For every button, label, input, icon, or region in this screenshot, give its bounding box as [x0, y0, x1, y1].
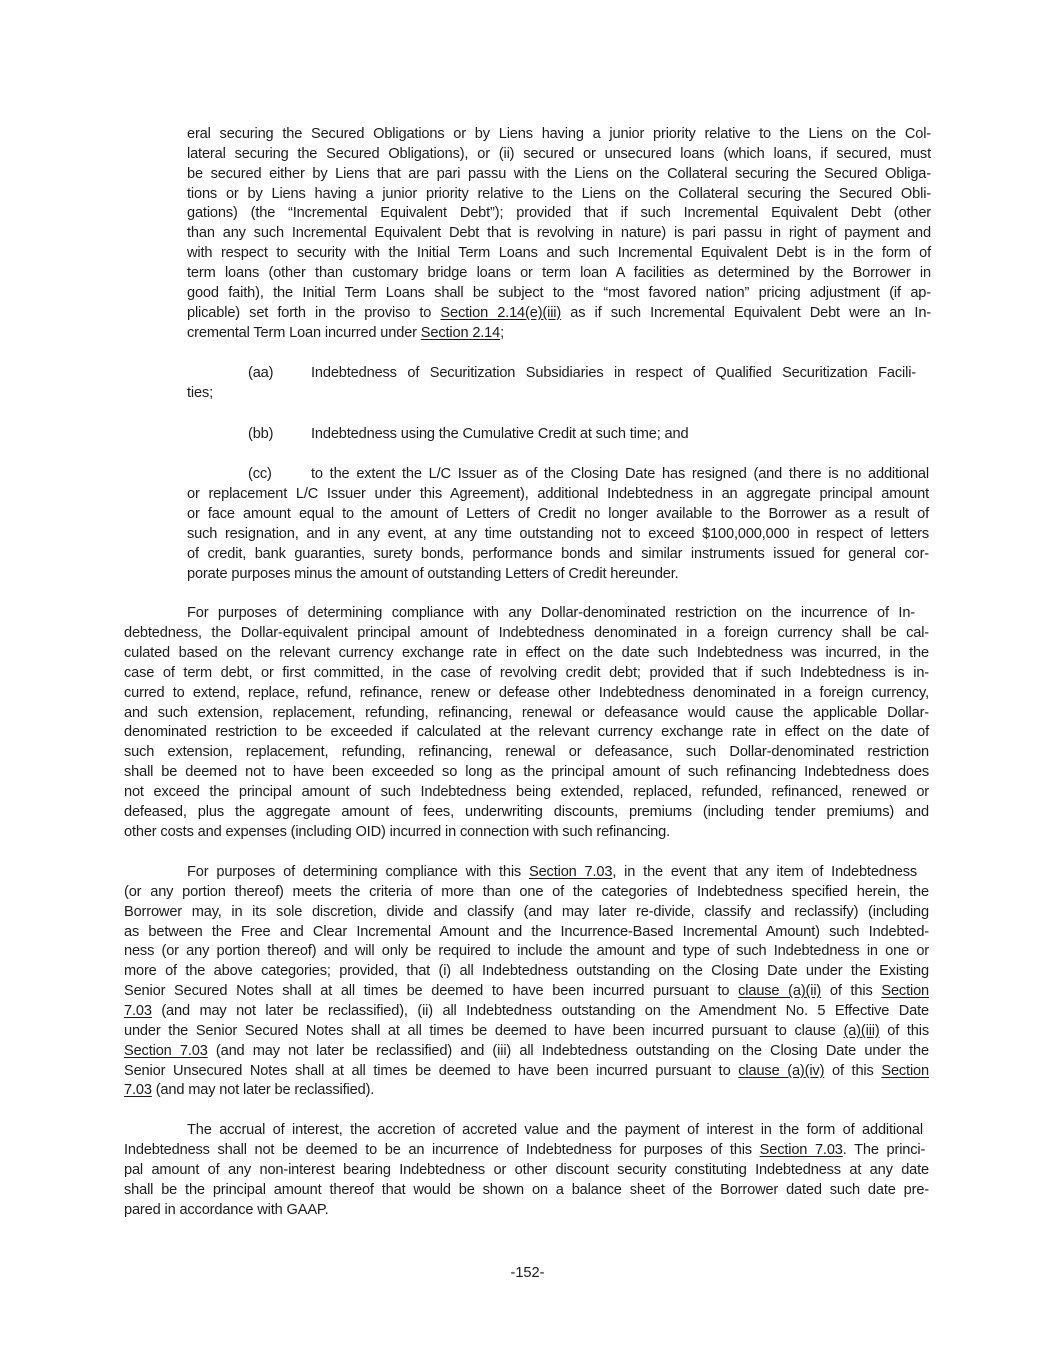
- text-run: Indebtedness of Securitization Subsidiaries in respect of Qualified Securitization Facili-: [311, 365, 916, 381]
- text-line: [124, 663, 929, 683]
- text-run: ness (or any portion thereof) and will only be required to include the amount and type of such Indebtedness in one or: [124, 943, 929, 960]
- text-line: [187, 243, 931, 263]
- section-reference: Section 7.03: [124, 1042, 208, 1059]
- text-run: culated based on the relevant currency exchange rate in effect on the date such Indebtedness was incurred, in the: [124, 644, 929, 661]
- text-run: under the Senior Secured Notes shall at all times be deemed to have been incurred pursuant to clause: [124, 1022, 844, 1039]
- text-line: [187, 323, 504, 343]
- text-line: [124, 961, 929, 981]
- text-line: [187, 1120, 923, 1140]
- text-run: plicable) set forth in the proviso to: [187, 304, 441, 321]
- text-run: term loans (other than customary bridge loans or term loan A facilities as determined by the Borrower in: [187, 264, 931, 281]
- text-run: For purposes of determining compliance with any Dollar-denominated restriction on the incurrence of In-: [187, 605, 915, 621]
- text-run: as if such Incremental Equivalent Debt were an In-: [561, 304, 931, 321]
- text-run: (and may not later be reclassified).: [151, 1082, 375, 1099]
- text-run: such extension, replacement, refunding, refinancing, renewal or defeasance, such Dollar-denominated restriction: [124, 744, 929, 761]
- text-line: [187, 283, 931, 303]
- text-line: [124, 882, 929, 902]
- text-run: as between the Free and Clear Incremental Amount and the Incurrence-Based Incremental Amount) such Indebted-: [124, 923, 929, 940]
- section-reference: Section 7.03: [529, 864, 613, 880]
- text-line: [124, 722, 929, 742]
- text-line: [187, 303, 931, 323]
- text-line: [187, 862, 917, 882]
- section-reference: clause (a)(ii): [738, 983, 822, 1000]
- text-line: [124, 802, 929, 822]
- text-run: be secured either by Liens that are pari passu with the Liens on the Collateral securing the Secured Obliga-: [187, 165, 931, 182]
- text-line: [124, 782, 929, 802]
- text-run: Borrower may, in its sole discretion, divide and classify (and may later re-divide, classify and reclassify) (including: [124, 903, 929, 920]
- text-line: [124, 1041, 929, 1061]
- text-run: (or any portion thereof) meets the criteria of more than one of the categories of Indebtedness specified herein, the: [124, 883, 929, 900]
- text-line: [187, 164, 931, 184]
- text-run: such resignation, and in any event, at any time outstanding not to exceed $100,000,000 in respect of letters: [187, 525, 929, 542]
- text-line: [124, 683, 929, 703]
- clause-label: (aa): [248, 365, 274, 381]
- text-line: [187, 544, 929, 564]
- text-run: tions or by Liens having a junior priority relative to the Liens on the Collateral securing the Secured Obli-: [187, 185, 931, 202]
- text-line: [311, 424, 688, 444]
- text-line: [124, 643, 929, 663]
- text-run: Senior Secured Notes shall at all times be deemed to have been incurred pursuant to: [124, 983, 739, 1000]
- text-line: [124, 922, 929, 942]
- text-run: other costs and expenses (including OID) incurred in connection with such refinancing.: [124, 823, 671, 840]
- text-line: [187, 124, 931, 144]
- text-line: [124, 822, 670, 842]
- text-run: curred to extend, replace, refund, refinance, renew or defease other Indebtedness denominated in a foreign currency,: [124, 684, 929, 701]
- text-run: to the extent the L/C Issuer as of the Closing Date has resigned (and there is no additional: [311, 466, 929, 482]
- text-line: [187, 524, 929, 544]
- text-run: debtedness, the Dollar-equivalent principal amount of Indebtedness denominated in a foreign currency shall be cal-: [124, 624, 929, 641]
- text-line: [187, 144, 931, 164]
- text-line: [124, 742, 929, 762]
- text-run: Indebtedness using the Cumulative Credit at such time; and: [311, 426, 689, 442]
- text-line: [124, 1180, 929, 1200]
- text-run: case of term debt, or first committed, in the case of revolving credit debt; provided that if such Indebtedness is in-: [124, 664, 929, 681]
- text-run: . The princi-: [842, 1142, 926, 1158]
- text-run: Senior Unsecured Notes shall at all times be deemed to have been incurred pursuant to: [124, 1062, 739, 1079]
- text-run: The accrual of interest, the accretion of accreted value and the payment of interest in the form of additional: [187, 1122, 923, 1138]
- text-run: or replacement L/C Issuer under this Agreement), additional Indebtedness in an aggregate principal amount: [187, 485, 929, 502]
- text-run: not exceed the principal amount of such Indebtedness being extended, replaced, refunded, refinanced, renewed or: [124, 784, 929, 801]
- text-line: [124, 1140, 925, 1160]
- text-run: shall be deemed not to have been exceeded so long as the principal amount of such refinancing Indebtedness does: [124, 764, 929, 781]
- text-line: [124, 981, 929, 1001]
- text-line: [187, 564, 679, 584]
- text-run: ties;: [187, 385, 214, 401]
- text-run: good faith), the Initial Term Loans shall be subject to the “most favored nation” pricing adjustment (if ap-: [187, 284, 931, 301]
- text-line: [124, 1200, 329, 1220]
- text-line: [124, 703, 929, 723]
- text-run: than any such Incremental Equivalent Debt that is revolving in nature) is pari passu in right of payment and: [187, 225, 931, 242]
- text-line: [187, 263, 931, 283]
- page-number: -152-: [510, 1265, 545, 1281]
- section-reference: Section 2.14(e)(iii): [440, 304, 562, 321]
- text-run: denominated restriction to be exceeded if calculated at the relevant currency exchange rate in effect on the date of: [124, 724, 929, 741]
- section-reference: (a)(iii): [843, 1022, 880, 1039]
- section-reference: Section 2.14: [420, 324, 501, 341]
- text-line: [187, 484, 929, 504]
- clause-label: (bb): [248, 426, 274, 442]
- text-line: [124, 762, 929, 782]
- section-reference: Section 7.03: [759, 1142, 843, 1158]
- text-line: [124, 941, 929, 961]
- text-run: (and may not later be reclassified), (ii) all Indebtedness outstanding on the Amendment No. 5 Effective Date: [151, 1002, 929, 1019]
- text-line: [187, 383, 213, 403]
- text-run: of this: [879, 1022, 930, 1039]
- text-run: with respect to security with the Initial Term Loans and such Incremental Equivalent Debt is in the form of: [187, 245, 931, 262]
- text-line: [311, 464, 929, 484]
- text-line: [187, 603, 915, 623]
- text-run: , in the event that any item of Indebtedness: [612, 864, 917, 880]
- text-run: cremental Term Loan incurred under: [187, 324, 421, 341]
- text-run: ;: [500, 324, 505, 341]
- text-run: lateral securing the Secured Obligations), or (ii) secured or unsecured loans (which loans, if secured, must: [187, 145, 931, 162]
- text-run: of credit, bank guaranties, surety bonds, performance bonds and similar instruments issued for general cor-: [187, 545, 929, 562]
- text-line: [187, 504, 929, 524]
- text-run: shall be the principal amount thereof that would be shown on a balance sheet of the Borrower dated such date pre-: [124, 1182, 929, 1198]
- text-line: [187, 203, 931, 223]
- section-reference: clause (a)(iv): [738, 1062, 825, 1079]
- text-run: of this: [824, 1062, 882, 1079]
- text-run: porate purposes minus the amount of outstanding Letters of Credit hereunder.: [187, 565, 679, 582]
- text-line: [124, 623, 929, 643]
- text-line: [187, 184, 931, 204]
- text-run: defeased, plus the aggregate amount of fees, underwriting discounts, premiums (including tender premiums) and: [124, 804, 929, 820]
- text-line: [124, 1080, 374, 1100]
- text-run: more of the above categories; provided, that (i) all Indebtedness outstanding on the Closing Date under the Existing: [124, 963, 929, 980]
- text-line: [311, 363, 916, 383]
- text-run: eral securing the Secured Obligations or by Liens having a junior priority relative to the Liens on the Col-: [187, 126, 931, 142]
- text-run: Indebtedness shall not be deemed to be an incurrence of Indebtedness for purposes of this: [124, 1142, 760, 1158]
- section-reference: Section: [881, 1062, 929, 1079]
- text-run: pal amount of any non-interest bearing Indebtedness or other discount security constituting Indebtedness at any date: [124, 1162, 929, 1178]
- text-run: or face amount equal to the amount of Letters of Credit no longer available to the Borrower as a result of: [187, 505, 929, 522]
- text-line: [124, 1001, 929, 1021]
- section-reference: 7.03: [124, 1002, 152, 1019]
- text-line: [124, 1160, 929, 1180]
- text-run: gations) (the “Incremental Equivalent Debt”); provided that if such Incremental Equivalent Debt (other: [187, 205, 931, 222]
- section-reference: Section: [881, 983, 930, 1000]
- section-reference: 7.03: [124, 1082, 152, 1099]
- text-line: [124, 902, 929, 922]
- text-line: [187, 223, 931, 243]
- text-run: pared in accordance with GAAP.: [124, 1202, 329, 1218]
- text-run: and such extension, replacement, refunding, refinancing, renewal or defeasance would cause the applicable Dollar-: [124, 704, 929, 721]
- text-line: [124, 1021, 929, 1041]
- text-line: [124, 1061, 929, 1081]
- text-run: of this: [821, 983, 882, 1000]
- text-run: For purposes of determining compliance with this: [187, 864, 529, 880]
- clause-label: (cc): [248, 466, 272, 482]
- text-run: (and may not later be reclassified) and (iii) all Indebtedness outstanding on the Closing Date under the: [207, 1042, 929, 1059]
